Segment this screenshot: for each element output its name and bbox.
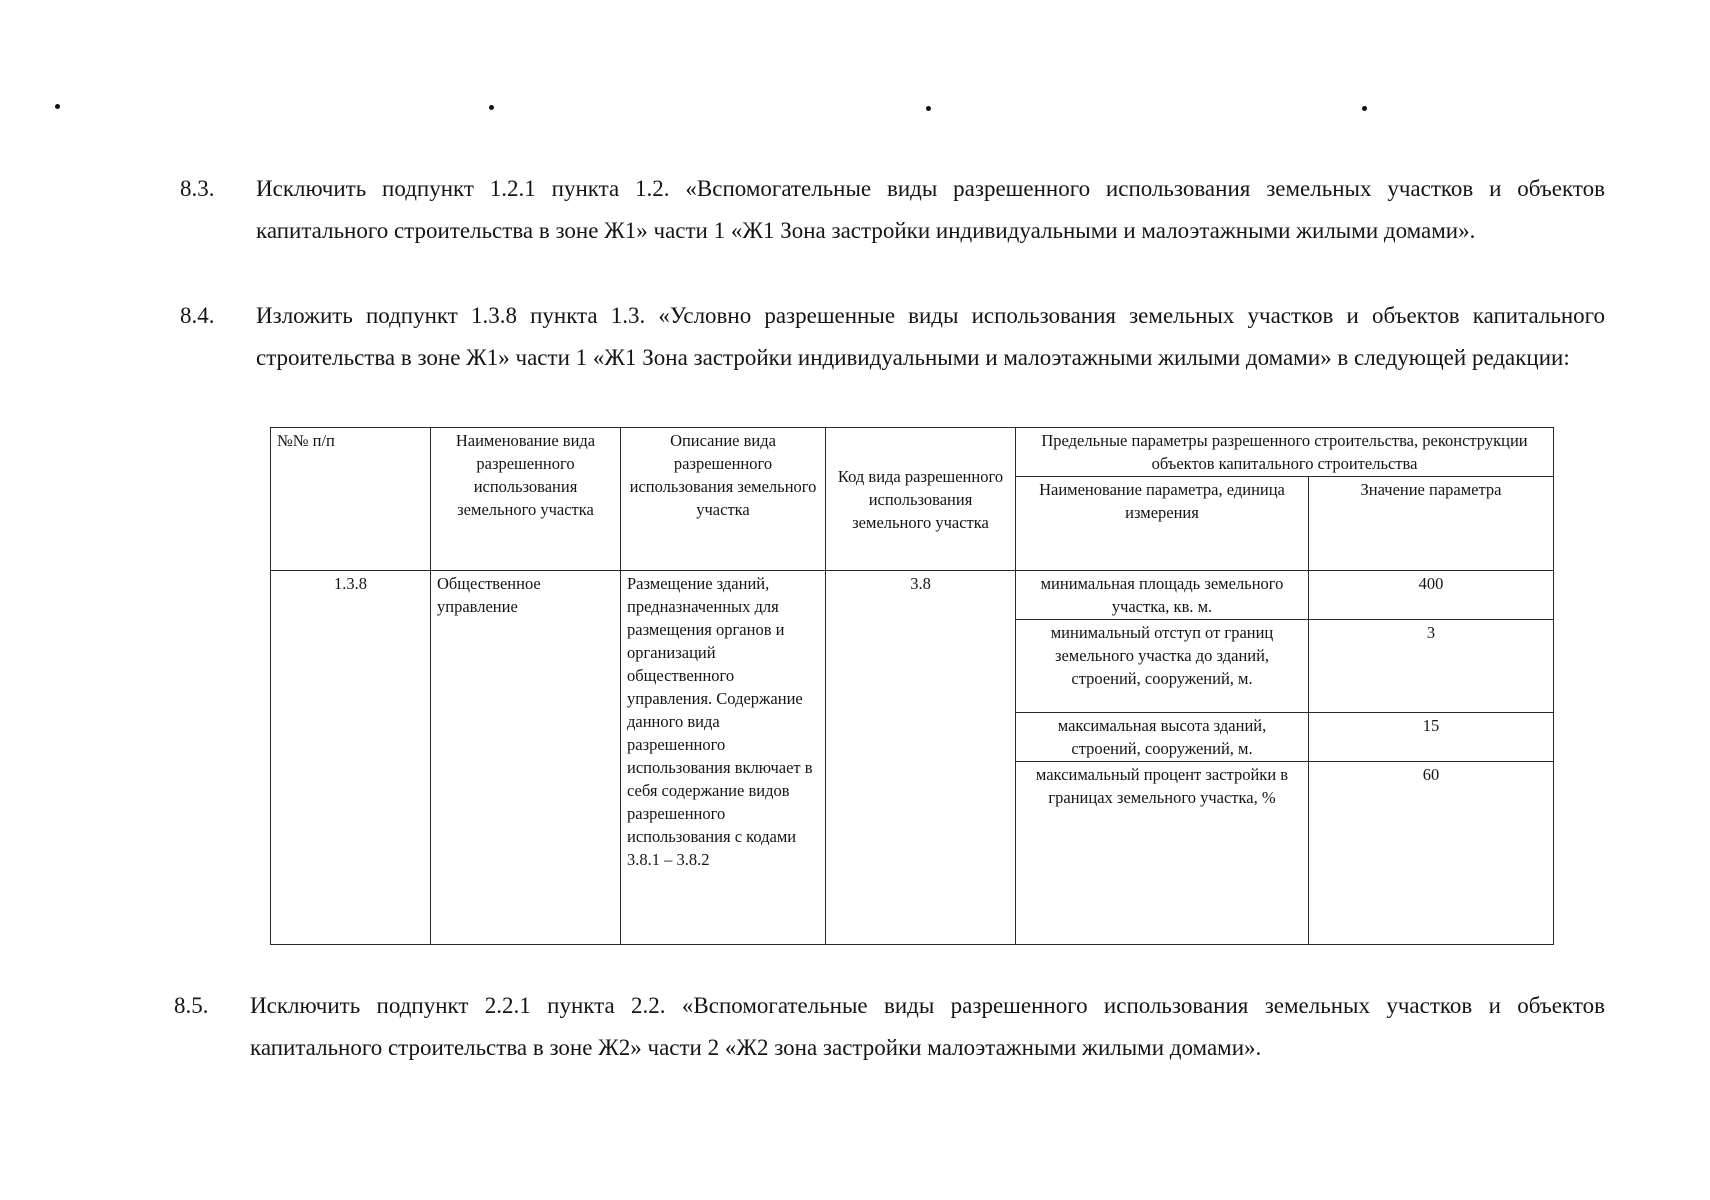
param-value: 15 <box>1309 713 1554 762</box>
paragraph-text: Изложить подпункт 1.3.8 пункта 1.3. «Условно разрешенные виды использования земельных участков и объектов капитального строительства в зоне Ж1» части 1 «Ж1 Зона застройки индивидуальными и малоэтажными жилыми домами» в следующей редакции: <box>256 303 1605 370</box>
header-param-value: Значение параметра <box>1309 477 1554 571</box>
param-name: максимальная высота зданий, строений, сооружений, м. <box>1016 713 1309 762</box>
param-value: 3 <box>1309 620 1554 713</box>
paragraph-number: 8.3. <box>180 176 215 201</box>
cell-num: 1.3.8 <box>271 571 431 945</box>
param-name: максимальный процент застройки в границах земельного участка, % <box>1016 762 1309 945</box>
paragraph-number: 8.4. <box>180 303 215 328</box>
header-name: Наименование вида разрешенного использования земельного участка <box>431 428 621 571</box>
cell-description: Размещение зданий, предназначенных для размещения органов и организаций общественного управления. Содержание данного вида разрешенного использования включает в себя содержание видов разрешенного использования с кодами 3.8.1 – 3.8.2 <box>621 571 826 945</box>
paragraph-text: Исключить подпункт 2.2.1 пункта 2.2. «Вспомогательные виды разрешенного использования земельных участков и объектов капитального строительства в зоне Ж2» части 2 «Ж2 зона застройки малоэтажными жилыми домами». <box>250 993 1605 1060</box>
header-limits: Предельные параметры разрешенного строительства, реконструкции объектов капитального строительства <box>1016 428 1554 477</box>
header-code: Код вида разрешенного использования земельного участка <box>826 428 1016 571</box>
header-num: №№ п/п <box>271 428 431 571</box>
param-value: 400 <box>1309 571 1554 620</box>
scan-dot <box>55 104 60 109</box>
param-name: минимальная площадь земельного участка, кв. м. <box>1016 571 1309 620</box>
regulation-table <box>270 427 1554 945</box>
scan-dot <box>489 105 494 110</box>
param-value: 60 <box>1309 762 1554 945</box>
param-name: минимальный отступ от границ земельного участка до зданий, строений, сооружений, м. <box>1016 620 1309 713</box>
scan-dot <box>1362 106 1367 111</box>
cell-name: Общественное управление <box>431 571 621 945</box>
paragraph-text: Исключить подпункт 1.2.1 пункта 1.2. «Вспомогательные виды разрешенного использования земельных участков и объектов капитального строительства в зоне Ж1» части 1 «Ж1 Зона застройки индивидуальными и малоэтажными жилыми домами». <box>256 176 1605 243</box>
header-param-name: Наименование параметра, единица измерения <box>1016 477 1309 571</box>
paragraph-number: 8.5. <box>174 993 209 1018</box>
cell-code: 3.8 <box>826 571 1016 945</box>
header-description: Описание вида разрешенного использования земельного участка <box>621 428 826 571</box>
scan-dot <box>926 106 931 111</box>
